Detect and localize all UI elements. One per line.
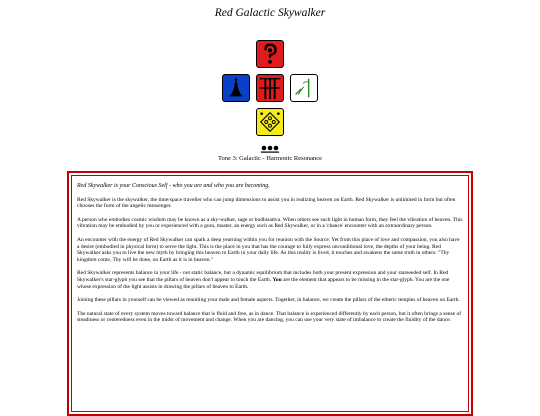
page-title: Red Galactic Skywalker — [214, 7, 326, 19]
red-skywalker-glyph-icon — [256, 74, 284, 102]
yellow-seed-glyph-icon — [256, 108, 284, 136]
paragraph: The natural state of every system moves toward balance that is fluid and free, as in dance. That balance is experienced differently by each person, but it often brings a sense of steadiness or centeredness even in the midst of movement and change. When you are dancing, you can use your very state of imbalance to create the fluidity of the dance. — [77, 310, 462, 324]
emphasis-text: You — [272, 276, 282, 283]
three-dots-tone-icon — [259, 144, 281, 154]
paragraph: An encounter with the energy of Red Skywalker can spark a deep yearning within you for reunion with the Source. Yet from this place of love and compassion, you also have a desire (embodied in physical form) to serve the light. This is the place in you that has the courage to fully express unconditional love, the depths of your being. Red Skywalker asks you to live the new myth by bringing this heaven to Earth in your daily life. As this reality is lived, it touches and awakens the same truth in others: "Thy kingdom come, Thy will be done, on Earth as it is in heaven." — [77, 236, 460, 263]
paragraph — [77, 270, 463, 290]
paragraph: Red Skywalker is the skywalker, the time/space traveller who can jump dimensions to assist you in realizing heaven on Earth. Red Skywalker is unlimited in form but often chooses the form of the angelic messenger. — [77, 196, 456, 210]
paragraph: A person who embodies cosmic wisdom may be known as a sky-walker, sage or bodhisattva. When others see such light in human form, they feel the vibration of heaven. This vibration may be embodied by you or experienced with a guru, master, an energy such as Red Skywalker, or in a 'chance' encounter with an extraordinary person. — [77, 216, 463, 230]
description-box — [67, 171, 473, 416]
paragraph: Joining these pillars in yourself can be viewed as reuniting your male and female aspects. Together, in balance, we create the pillars of the etheric temples of heaven on Earth. — [77, 297, 460, 304]
intro-text: Red Skywalker is your Conscious Self - who you are and who you are becoming. — [77, 183, 270, 189]
tone-label: Tone 3: Galactic - Harmonic Resonance — [217, 155, 323, 162]
red-dragon-glyph-icon — [256, 40, 284, 68]
blue-night-glyph-icon — [222, 74, 250, 102]
white-worldbridger-glyph-icon — [290, 74, 318, 102]
paragraph-part: Red Skywalker represents balance in your life - not static balance, but a dynamic equilibrium that includes both your present expression and your starseeded self. In Red Skywalker's star-glyph you see that the pillars of heaven don't appear to touch the Earth. — [77, 270, 449, 283]
paragraph-part: are the element that appears to be missing in the star-glyph. You are the one whose expression of the light assists in drawing the pillars of heaven to Earth. — [77, 276, 450, 290]
